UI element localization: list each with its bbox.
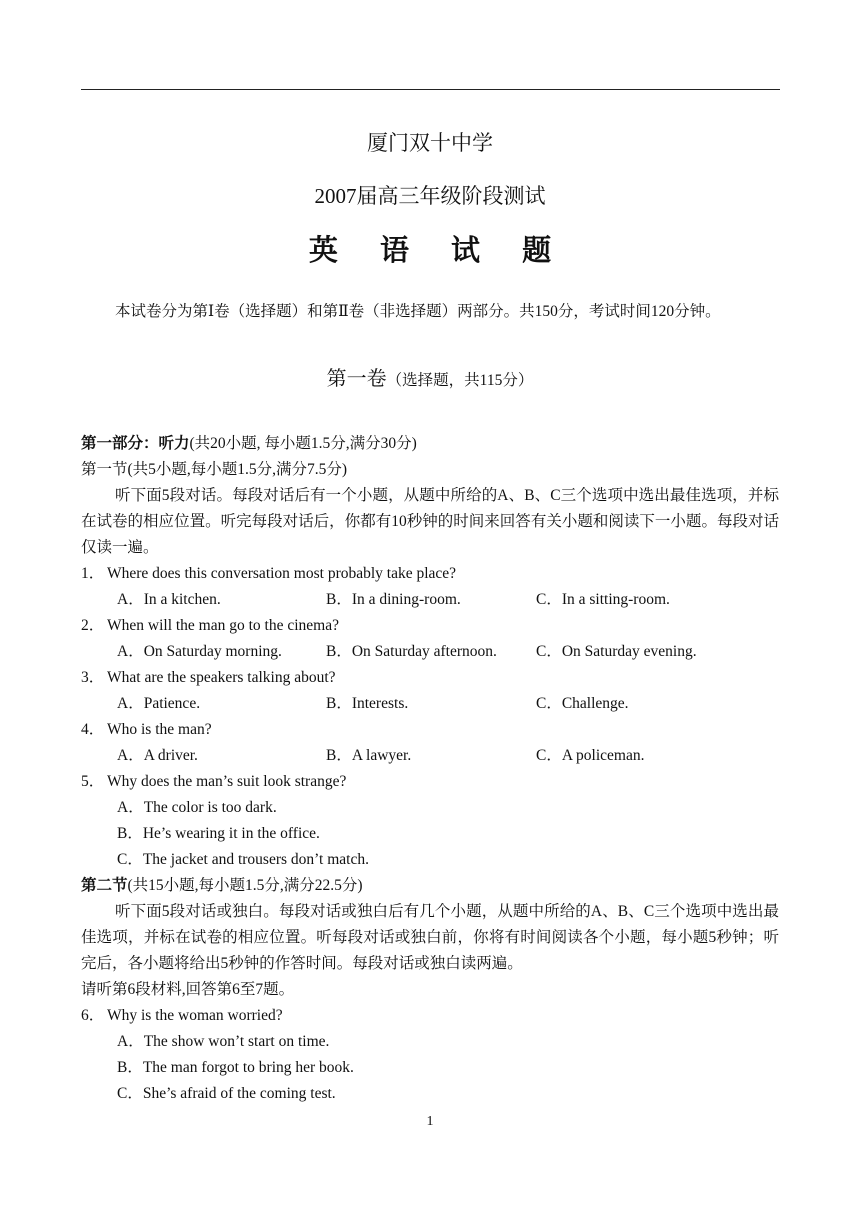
- question-5: [81, 769, 781, 795]
- section2-instructions: 听下面5段对话或独白。每段对话或独白后有几个小题，从题中所给的A、B、C三个选项中选出最佳选项，并标在试卷的相应位置。听每段对话或独白前，你将有时间阅读各个小题，每小题5秒钟；听完后，各小题将给出5秒钟的作答时间。每段对话或独白读两遍。: [81, 903, 779, 972]
- q6-option-b: B．The man forgot to bring her book.: [117, 1059, 354, 1076]
- question-4: [81, 717, 781, 743]
- q4-option-a: A．A driver.: [117, 747, 198, 764]
- q5-option-a: A．The color is too dark.: [117, 799, 277, 816]
- q3-option-b: B．Interests.: [326, 695, 409, 712]
- q2-option-b: B．On Saturday afternoon.: [326, 643, 497, 660]
- q6-option-c: C．She’s afraid of the coming test.: [117, 1085, 336, 1102]
- exam-title: 2007届高三年级阶段测试: [314, 184, 546, 208]
- volume-title: [0, 364, 860, 396]
- section2-heading-bold: 第二节: [81, 877, 128, 894]
- question-2: [81, 613, 781, 639]
- section2-heading: [81, 873, 781, 899]
- question-3: [81, 665, 781, 691]
- question-number: 5．: [81, 773, 105, 790]
- question-number: 1．: [81, 565, 105, 582]
- question-text: When will the man go to the cinema?: [107, 617, 339, 634]
- q3-option-a: A．Patience.: [117, 695, 201, 712]
- header-rule: [81, 89, 780, 90]
- volume-name: 第一卷: [326, 368, 387, 390]
- question-text: Who is the man?: [107, 721, 212, 738]
- page-number: 1: [426, 1114, 434, 1129]
- subject-title: 英 语 试 题: [308, 233, 568, 267]
- question-number: 3．: [81, 669, 105, 686]
- q6-option-a: A．The show won’t start on time.: [117, 1033, 330, 1050]
- volume-note: （选择题，共115分）: [386, 372, 534, 389]
- question-number: 4．: [81, 721, 105, 738]
- part1-heading-rest: (共20小题, 每小题1.5分,满分30分): [189, 435, 417, 452]
- part1-heading-bold: 第一部分：听力: [81, 435, 190, 452]
- part1-heading: [81, 431, 781, 457]
- question-number: 6．: [81, 1007, 105, 1024]
- q1-option-a: A．In a kitchen.: [117, 591, 221, 608]
- question-text: Why does the man’s suit look strange?: [107, 773, 347, 790]
- question-number: 2．: [81, 617, 105, 634]
- q4-option-c: C．A policeman.: [536, 747, 645, 764]
- question-text: Why is the woman worried?: [107, 1007, 283, 1024]
- q3-option-c: C．Challenge.: [536, 695, 629, 712]
- section2-heading-rest: (共15小题,每小题1.5分,满分22.5分): [127, 877, 363, 894]
- q2-option-c: C．On Saturday evening.: [536, 643, 697, 660]
- q4-option-b: B．A lawyer.: [326, 747, 412, 764]
- question-text: Where does this conversation most probably take place?: [107, 565, 457, 582]
- q5-option-c: C．The jacket and trousers don’t match.: [117, 851, 369, 868]
- section1-instructions: 听下面5段对话。每段对话后有一个小题，从题中所给的A、B、C三个选项中选出最佳选项，并标在试卷的相应位置。听完每段对话后，你都有10秒钟的时间来回答有关小题和阅读下一小题。每段对话仅读一遍。: [81, 487, 779, 556]
- section2-material: 请听第6段材料,回答第6至7题。: [81, 981, 295, 998]
- school-name: 厦门双十中学: [367, 131, 493, 155]
- q1-option-c: C．In a sitting-room.: [536, 591, 670, 608]
- section1-heading: 第一节(共5小题,每小题1.5分,满分7.5分): [81, 461, 348, 478]
- q5-option-b: B．He’s wearing it in the office.: [117, 825, 320, 842]
- question-6: [81, 1003, 781, 1029]
- q2-option-a: A．On Saturday morning.: [117, 643, 282, 660]
- question-text: What are the speakers talking about?: [107, 669, 336, 686]
- intro-paragraph: 本试卷分为第Ⅰ卷（选择题）和第Ⅱ卷（非选择题）两部分。共150分，考试时间120分钟。: [115, 303, 721, 320]
- q1-option-b: B．In a dining-room.: [326, 591, 461, 608]
- question-1: [81, 561, 781, 587]
